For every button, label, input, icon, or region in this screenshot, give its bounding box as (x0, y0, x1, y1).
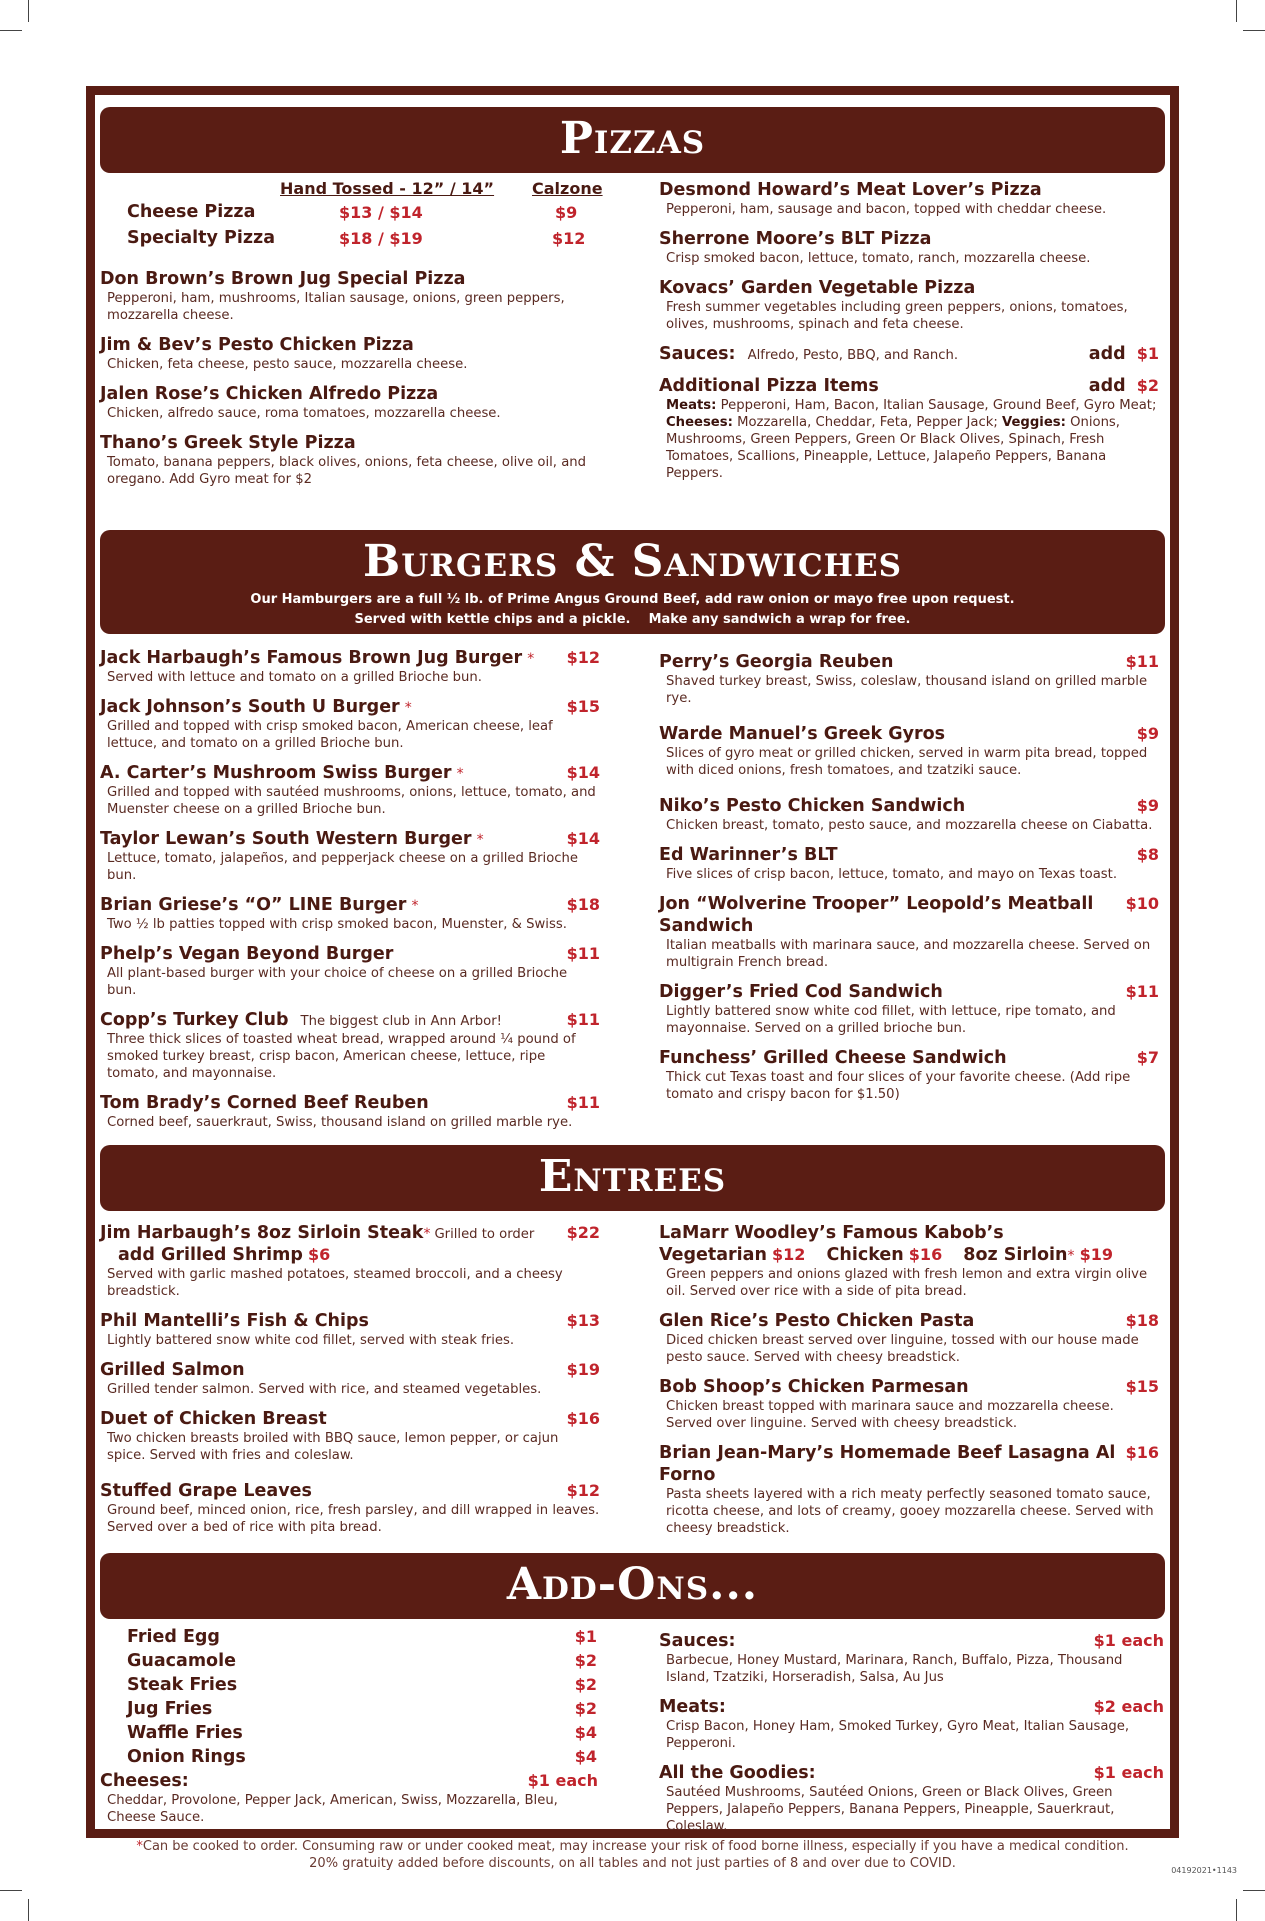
item-name: Phelp’s Vegan Beyond Burger (100, 944, 394, 964)
menu-item (100, 1222, 600, 1300)
menu-item (100, 1009, 600, 1082)
item-desc: Lightly battered snow white cod fillet, served with steak fries. (107, 1333, 515, 1348)
item-name: LaMarr Woodley’s Famous Kabob’s (659, 1223, 1004, 1243)
add-label: add (1088, 376, 1126, 396)
item-desc: Green peppers and onions glazed with fresh lemon and extra virgin olive oil. Served over rice with a side of pita bread. (666, 1267, 1148, 1299)
price-row-name: Cheese Pizza (127, 202, 256, 222)
item-desc: Italian meatballs with marinara sauce, and mozzarella cheese. Served on multigrain French bread. (666, 938, 1151, 970)
addon-row (127, 1746, 597, 1770)
meats-text: Pepperoni, Ham, Bacon, Italian Sausage, Ground Beef, Gyro Meat; (720, 398, 1157, 413)
menu-item (659, 228, 1159, 267)
addon-price: $2 (574, 1651, 597, 1670)
gratuity-line: 20% gratuity added before discounts, on all tables and not just parties of 8 and over due to COVID. (309, 1856, 956, 1871)
print-code: 04192021•1143 (1171, 1866, 1237, 1875)
item-price: $22 (566, 1223, 600, 1242)
crop-mark (0, 1890, 22, 1891)
item-name: Sherrone Moore’s BLT Pizza (659, 229, 932, 249)
disclaimer-line: Can be cooked to order. Consuming raw or under cooked meat, may increase your risk of food borne illness, especially if you have a medical condition. (142, 1839, 1129, 1854)
item-name: Jon “Wolverine Trooper” Leopold’s Meatball Sandwich (659, 894, 1094, 936)
item-price: $16 (566, 1409, 600, 1428)
add-shrimp-label: add Grilled Shrimp (118, 1245, 303, 1265)
item-name: Copp’s Turkey Club (100, 1010, 289, 1030)
crop-mark (1243, 1890, 1265, 1891)
pizza-right-column (659, 179, 1159, 492)
cheeses-label: Cheeses: (666, 415, 733, 430)
price-hand: $18 / $19 (339, 229, 423, 248)
item-desc: Sautéed Mushrooms, Sautéed Onions, Green or Black Olives, Green Peppers, Jalapeño Peppers, Banana Peppers, Pineapple, Sauerkraut, Coleslaw. (666, 1785, 1115, 1834)
item-price: $11 (1125, 652, 1159, 671)
crop-mark (28, 0, 29, 22)
item-name: Thano’s Greek Style Pizza (100, 433, 356, 453)
crop-mark (1236, 1899, 1237, 1921)
addon-price: $1 (574, 1627, 597, 1646)
item-desc: Chicken breast, tomato, pesto sauce, and mozzarella cheese on Ciabatta. (666, 818, 1153, 833)
menu-item (659, 1762, 1164, 1835)
menu-item (659, 1222, 1159, 1300)
addon-row (127, 1626, 597, 1650)
entrees-header (100, 1145, 1165, 1211)
item-name: Meats: (659, 1697, 726, 1717)
menu-item (659, 1047, 1159, 1103)
item-price: $15 (566, 697, 600, 716)
asterisk: * (527, 651, 535, 667)
menu-item (100, 1408, 600, 1464)
item-desc: Served with garlic mashed potatoes, steamed broccoli, and a cheesy breadstick. (107, 1267, 563, 1299)
menu-item (659, 1442, 1159, 1537)
burgers-header (100, 530, 1165, 634)
item-name: Perry’s Georgia Reuben (659, 652, 894, 672)
item-desc: Barbecue, Honey Mustard, Marinara, Ranch, Buffalo, Pizza, Thousand Island, Tzatziki, Horseradish, Salsa, Au Jus (666, 1653, 1123, 1685)
menu-item (659, 179, 1159, 218)
item-note: Grilled to order (434, 1227, 535, 1242)
veggies-label: Veggies: (1001, 415, 1066, 430)
asterisk: * (456, 766, 464, 782)
item-name: Funchess’ Grilled Cheese Sandwich (659, 1048, 1007, 1068)
item-price: $8 (1136, 845, 1159, 864)
addon-price: $2 (574, 1675, 597, 1694)
kabob-vegetarian: Vegetarian (659, 1245, 767, 1265)
item-desc: Lettuce, tomato, jalapeños, and pepperjack cheese on a grilled Brioche bun. (107, 851, 578, 883)
crop-mark (1243, 30, 1265, 31)
addon-price: $4 (574, 1747, 597, 1766)
item-desc: Pasta sheets layered with a rich meaty perfectly seasoned tomato sauce, ricotta cheese, and lots of creamy, gooey mozzarella cheese. Served with cheesy breadstick. (666, 1487, 1154, 1536)
addons-header (100, 1553, 1165, 1619)
item-desc: Pepperoni, ham, mushrooms, Italian sausage, onions, green peppers, mozzarella cheese. (107, 291, 565, 323)
item-name: Bob Shoop’s Chicken Parmesan (659, 1377, 969, 1397)
item-desc: Ground beef, minced onion, rice, fresh parsley, and dill wrapped in leaves. Served over a bed of rice with pita bread. (107, 1503, 600, 1535)
asterisk: * (411, 898, 419, 914)
item-desc: Two ½ lb patties topped with crisp smoked bacon, Muenster, & Swiss. (107, 917, 567, 932)
item-name: Desmond Howard’s Meat Lover’s Pizza (659, 180, 1042, 200)
kabob-vegetarian-price: $12 (772, 1245, 806, 1264)
kabob-sirloin: 8oz Sirloin (963, 1245, 1068, 1265)
item-name: Brian Jean-Mary’s Homemade Beef Lasagna Al Forno (659, 1443, 1116, 1485)
menu-item (100, 647, 600, 686)
item-name: Digger’s Fried Cod Sandwich (659, 982, 943, 1002)
additional-pizza-items (659, 375, 1159, 482)
burgers-left-column (100, 647, 600, 1141)
menu-item (659, 981, 1159, 1037)
crop-mark (28, 1899, 29, 1921)
addon-name: Steak Fries (127, 1675, 238, 1695)
menu-item (100, 696, 600, 752)
menu-item (100, 383, 600, 422)
section-title: Entrees (538, 1151, 727, 1202)
menu-item (100, 894, 600, 933)
item-desc: Chicken, feta cheese, pesto sauce, mozzarella cheese. (107, 357, 468, 372)
section-subtitle: Our Hamburgers are a full ½ lb. of Prime Angus Ground Beef, add raw onion or mayo free upon request. (250, 592, 1015, 607)
asterisk: * (1067, 1248, 1075, 1264)
item-desc: Thick cut Texas toast and four slices of your favorite cheese. (Add ripe tomato and crispy bacon for $1.50) (666, 1070, 1131, 1102)
menu-item (100, 1310, 600, 1349)
addon-row (127, 1722, 597, 1746)
addon-name: Jug Fries (127, 1699, 213, 1719)
additional-price: $2 (1136, 376, 1159, 395)
cheeses-label: Cheeses: (100, 1771, 189, 1791)
additional-label: Additional Pizza Items (659, 376, 879, 396)
item-price: $14 (566, 829, 600, 848)
item-name: Duet of Chicken Breast (100, 1409, 327, 1429)
crop-mark (0, 30, 22, 31)
entrees-left-column (100, 1222, 600, 1546)
addon-name: Guacamole (127, 1651, 236, 1671)
price-calzone: $12 (552, 229, 586, 248)
menu-item (659, 844, 1159, 883)
hand-tossed-header: Hand Tossed - 12” / 14” (280, 179, 495, 198)
item-price: $2 each (1093, 1697, 1164, 1716)
menu-item (659, 1630, 1164, 1686)
item-price: $18 (1125, 1311, 1159, 1330)
addon-name: Onion Rings (127, 1747, 246, 1767)
item-desc: Diced chicken breast served over linguine, tossed with our house made pesto sauce. Served with cheesy breadstick. (666, 1333, 1139, 1365)
kabob-chicken: Chicken (826, 1245, 904, 1265)
veggies-text: Onions, Mushrooms, Green Peppers, Green Or Black Olives, Spinach, Fresh Tomatoes, Scallions, Pineapple, Lettuce, Jalapeño Peppers, Banana Peppers. (666, 415, 1120, 481)
cheeses-price: $1 each (527, 1771, 598, 1790)
item-name: Glen Rice’s Pesto Chicken Pasta (659, 1311, 975, 1331)
item-name: Brian Griese’s “O” LINE Burger (100, 895, 407, 915)
item-price: $11 (566, 944, 600, 963)
entrees-right-column (659, 1222, 1159, 1547)
kabob-sirloin-price: $19 (1079, 1245, 1113, 1264)
item-name: All the Goodies: (659, 1763, 816, 1783)
addon-price: $2 (574, 1699, 597, 1718)
item-name: Grilled Salmon (100, 1360, 245, 1380)
menu-item (100, 1092, 600, 1131)
menu-item (100, 268, 600, 324)
item-price: $12 (566, 1481, 600, 1500)
menu-item (659, 723, 1159, 779)
additional-desc (659, 397, 1159, 482)
cheeses-desc: Cheddar, Provolone, Pepper Jack, American, Swiss, Mozzarella, Bleu, Cheese Sauce. (107, 1793, 558, 1825)
item-desc: Pepperoni, ham, sausage and bacon, topped with cheddar cheese. (666, 202, 1107, 217)
item-desc: Served with lettuce and tomato on a grilled Brioche bun. (107, 670, 482, 685)
burgers-right-column (659, 651, 1159, 1113)
item-desc: Lightly battered snow white cod fillet, with lettuce, ripe tomato, and mayonnaise. Served on a grilled brioche bun. (666, 1004, 1116, 1036)
item-name: Ed Warinner’s BLT (659, 845, 838, 865)
item-price: $9 (1136, 796, 1159, 815)
item-desc: Grilled tender salmon. Served with rice, and steamed vegetables. (107, 1382, 542, 1397)
item-name: Jalen Rose’s Chicken Alfredo Pizza (100, 384, 439, 404)
item-desc: Chicken breast topped with marinara sauce and mozzarella cheese. Served over linguine. Served with cheesy breadstick. (666, 1399, 1114, 1431)
price-hand: $13 / $14 (339, 203, 423, 222)
item-name: Sauces: (659, 1631, 736, 1651)
item-price: $1 each (1093, 1763, 1164, 1782)
pizza-left-column (100, 268, 600, 498)
item-price: $14 (566, 763, 600, 782)
cheeses-text: Mozzarella, Cheddar, Feta, Pepper Jack; (737, 415, 998, 430)
item-desc: Grilled and topped with sautéed mushrooms, onions, lettuce, tomato, and Muenster cheese on a grilled Brioche bun. (107, 785, 596, 817)
asterisk: * (404, 700, 412, 716)
menu-item (659, 1696, 1164, 1752)
menu-item (100, 432, 600, 488)
item-desc: All plant-based burger with your choice of cheese on a grilled Brioche bun. (107, 966, 568, 998)
menu-item (100, 1480, 600, 1536)
addons-right-column (659, 1630, 1164, 1845)
section-title: Pizzas (559, 113, 706, 164)
addon-row (127, 1650, 597, 1674)
section-title: Burgers & Sandwiches (363, 536, 902, 587)
section-subtitle: Served with kettle chips and a pickle. Make any sandwich a wrap for free. (354, 612, 911, 627)
price-calzone: $9 (555, 203, 578, 222)
calzone-header: Calzone (532, 179, 603, 198)
section-title: Add-Ons... (506, 1559, 759, 1610)
pizzas-header (100, 107, 1165, 173)
item-desc: Slices of gyro meat or grilled chicken, served in warm pita bread, topped with diced onions, fresh tomatoes, and tzatziki sauce. (666, 746, 1148, 778)
item-price: $15 (1125, 1377, 1159, 1396)
menu-item (659, 893, 1159, 971)
item-note: The biggest club in Ann Arbor! (300, 1014, 502, 1029)
addon-row (127, 1674, 597, 1698)
menu-item (100, 828, 600, 884)
addon-row (127, 1698, 597, 1722)
asterisk: * (136, 1839, 143, 1854)
item-price: $19 (566, 1360, 600, 1379)
menu-item (100, 1359, 600, 1398)
item-price: $18 (566, 895, 600, 914)
item-price: $16 (1125, 1443, 1159, 1462)
item-desc: Chicken, alfredo sauce, roma tomatoes, mozzarella cheese. (107, 406, 501, 421)
item-name: Jack Harbaugh’s Famous Brown Jug Burger (100, 648, 523, 668)
item-name: Jack Johnson’s South U Burger (100, 697, 400, 717)
addons-left-column (100, 1626, 600, 1826)
item-name: Kovacs’ Garden Vegetable Pizza (659, 278, 976, 298)
item-desc: Crisp smoked bacon, lettuce, tomato, ranch, mozzarella cheese. (666, 251, 1091, 266)
item-desc: Corned beef, sauerkraut, Swiss, thousand island on grilled marble rye. (107, 1115, 573, 1130)
item-desc: Five slices of crisp bacon, lettuce, tomato, and mayo on Texas toast. (666, 867, 1118, 882)
item-desc: Tomato, banana peppers, black olives, onions, feta cheese, olive oil, and oregano. Add Gyro meat for $2 (107, 455, 587, 487)
menu-item (659, 651, 1159, 707)
item-desc: Two chicken breasts broiled with BBQ sauce, lemon pepper, or cajun spice. Served with fries and coleslaw. (107, 1431, 559, 1463)
item-desc: Shaved turkey breast, Swiss, coleslaw, thousand island on grilled marble rye. (666, 674, 1148, 706)
item-desc: Grilled and topped with crisp smoked bacon, American cheese, leaf lettuce, and tomato on a grilled Brioche bun. (107, 719, 553, 751)
item-name: Jim & Bev’s Pesto Chicken Pizza (100, 335, 414, 355)
item-price: $7 (1136, 1048, 1159, 1067)
item-name: Tom Brady’s Corned Beef Reuben (100, 1093, 429, 1113)
addon-price: $4 (574, 1723, 597, 1742)
sauces-price: $1 (1136, 344, 1159, 363)
menu-item (100, 762, 600, 818)
item-name: Phil Mantelli’s Fish & Chips (100, 1311, 369, 1331)
item-desc: Crisp Bacon, Honey Ham, Smoked Turkey, Gyro Meat, Italian Sausage, Pepperoni. (666, 1719, 1130, 1751)
crop-mark (1236, 0, 1237, 22)
menu-item (659, 277, 1159, 333)
asterisk: * (423, 1226, 431, 1242)
item-name: Niko’s Pesto Chicken Sandwich (659, 796, 966, 816)
menu-item (100, 334, 600, 373)
pizza-sauces (659, 343, 1159, 365)
disclaimer (100, 1838, 1165, 1872)
item-price: $11 (566, 1010, 600, 1029)
addon-cheeses (100, 1770, 600, 1792)
meats-label: Meats: (666, 398, 717, 413)
item-price: $10 (1125, 894, 1159, 913)
asterisk: * (476, 832, 484, 848)
item-price: $9 (1136, 724, 1159, 743)
add-shrimp-price: $6 (307, 1245, 331, 1264)
item-price: $13 (566, 1311, 600, 1330)
menu-item (100, 943, 600, 999)
item-desc: Fresh summer vegetables including green peppers, onions, tomatoes, olives, mushrooms, spinach and feta cheese. (666, 300, 1128, 332)
sauces-text: Alfredo, Pesto, BBQ, and Ranch. (747, 348, 959, 363)
item-desc: Three thick slices of toasted wheat bread, wrapped around ¼ pound of smoked turkey breast, crisp bacon, American cheese, lettuce, ripe tomato, and mayonnaise. (107, 1032, 576, 1081)
item-price: $11 (1125, 982, 1159, 1001)
item-price: $11 (566, 1093, 600, 1112)
price-row-name: Specialty Pizza (127, 228, 276, 248)
menu-item (659, 1376, 1159, 1432)
addon-name: Waffle Fries (127, 1723, 243, 1743)
item-name: Warde Manuel’s Greek Gyros (659, 724, 946, 744)
item-price: $12 (566, 648, 600, 667)
item-name: Stuffed Grape Leaves (100, 1481, 312, 1501)
pizza-price-table (125, 179, 610, 253)
kabob-chicken-price: $16 (908, 1245, 943, 1264)
item-name: Taylor Lewan’s South Western Burger (100, 829, 472, 849)
add-label: add (1088, 344, 1126, 364)
item-name: Jim Harbaugh’s 8oz Sirloin Steak (100, 1223, 424, 1243)
menu-item (659, 795, 1159, 834)
item-name: A. Carter’s Mushroom Swiss Burger (100, 763, 452, 783)
item-price: $1 each (1093, 1631, 1164, 1650)
menu-item (659, 1310, 1159, 1366)
addon-name: Fried Egg (127, 1627, 220, 1647)
item-name: Don Brown’s Brown Jug Special Pizza (100, 269, 466, 289)
sauces-label: Sauces: (659, 344, 736, 364)
